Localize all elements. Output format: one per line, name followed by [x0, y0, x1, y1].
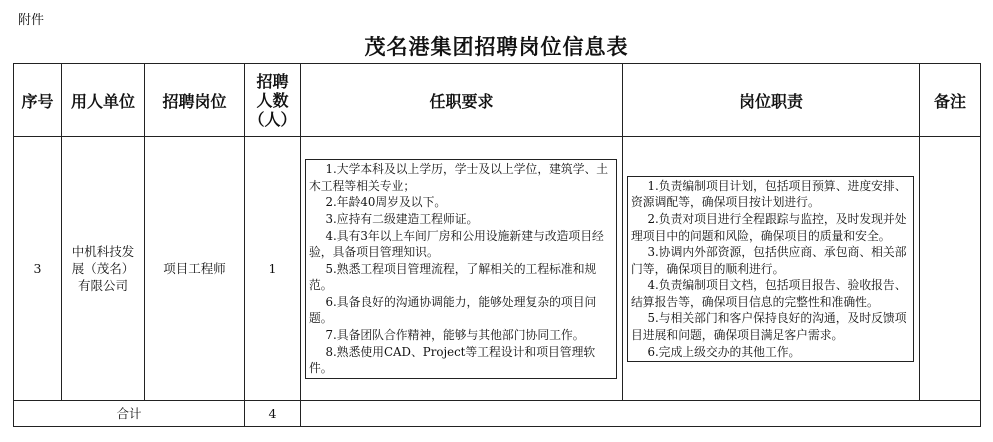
total-count: 4	[245, 401, 301, 427]
row-duties	[623, 137, 920, 401]
header-duties: 岗位职责	[623, 64, 920, 137]
row-seq: 3	[14, 137, 62, 401]
requirement-item: 1.大学本科及以上学历，学士及以上学位，建筑学、土木工程等相关专业；	[309, 162, 609, 193]
header-count-line2: 人数	[256, 90, 289, 110]
header-unit: 用人单位	[62, 64, 145, 137]
requirements-box	[305, 159, 617, 379]
requirement-item: 3.应持有二级建造工程师证。	[325, 211, 479, 226]
row-position: 项目工程师	[145, 137, 245, 401]
row-remarks	[920, 137, 981, 401]
row-count: 1	[245, 137, 301, 401]
recruitment-table	[13, 63, 981, 427]
header-row	[14, 64, 981, 137]
attachment-label: 附件	[18, 13, 45, 28]
duty-item: 2.负责对项目进行全程跟踪与监控，及时发现并处理项目中的问题和风险，确保项目的质量和安全。	[631, 211, 907, 243]
header-position: 招聘岗位	[145, 64, 245, 137]
header-requirements: 任职要求	[301, 64, 623, 137]
header-count-line1: 招聘	[256, 71, 289, 91]
requirement-item: 5.熟悉工程项目管理流程，了解相关的工程标准和规范。	[309, 261, 597, 293]
row-requirements	[301, 137, 623, 401]
requirement-item: 7.具备团队合作精神，能够与其他部门协同工作。	[325, 328, 585, 343]
total-row	[14, 401, 981, 427]
page-title: 茂名港集团招聘岗位信息表	[364, 34, 629, 59]
row-unit-line1: 中机科技发	[71, 244, 135, 259]
duty-item: 1.负责编制项目计划，包括项目预算、进度安排、资源调配等，确保项目按计划进行。	[631, 178, 907, 210]
header-count	[245, 64, 301, 137]
duty-item: 4.负责编制项目文档，包括项目报告、验收报告、结算报告等，确保项目信息的完整性和准确性。	[631, 278, 907, 309]
row-unit-line2: 展（茂名）	[71, 261, 135, 276]
row-unit-line3: 有限公司	[77, 278, 128, 293]
total-blank	[301, 401, 981, 427]
requirement-item: 6.具备良好的沟通协调能力，能够处理复杂的项目问题。	[309, 294, 597, 326]
total-label: 合计	[14, 401, 245, 427]
duty-item: 3.协调内外部资源，包括供应商、承包商、相关部门等，确保项目的顺利进行。	[631, 245, 907, 276]
header-seq: 序号	[14, 64, 62, 137]
requirement-item: 4.具有3年以上车间厂房和公用设施新建与改造项目经验，具备项目管理知识。	[309, 228, 604, 260]
header-remarks: 备注	[920, 64, 981, 137]
requirement-item: 8.熟悉使用CAD、Project等工程设计和项目管理软件。	[309, 344, 596, 376]
duty-item: 6.完成上级交办的其他工作。	[647, 344, 801, 359]
requirement-item: 2.年龄40周岁及以下。	[325, 195, 447, 210]
duty-item: 5.与相关部门和客户保持良好的沟通，及时反馈项目进展和问题，确保项目满足客户需求。	[631, 311, 907, 343]
row-unit	[62, 137, 145, 401]
header-count-line3: （人）	[248, 109, 297, 129]
table-row	[14, 137, 981, 401]
duties-box	[627, 176, 914, 363]
